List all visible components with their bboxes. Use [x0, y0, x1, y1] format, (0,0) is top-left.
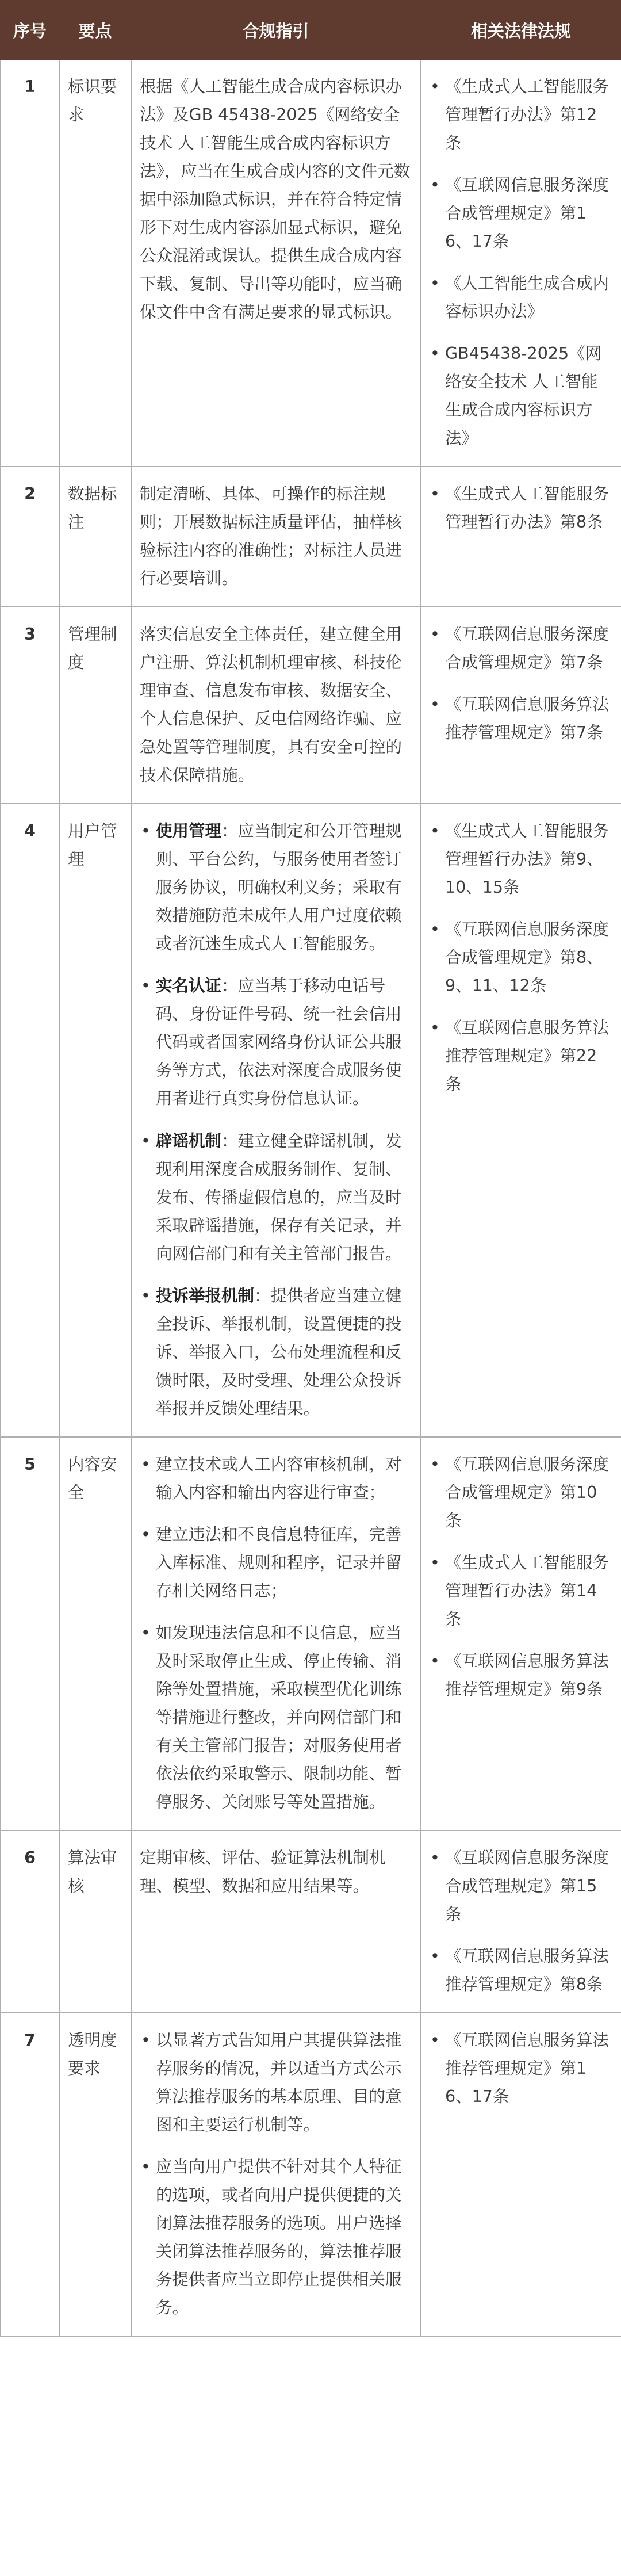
guidance-item	[140, 1127, 412, 1268]
law-item: • 《互联网信息服务深度合成管理规定》第15条	[429, 1844, 613, 1928]
guidance-item	[140, 1450, 412, 1507]
law-item: • 《互联网信息服务算法推荐管理规定》第8条	[429, 1942, 613, 1998]
guidance-cell	[131, 467, 420, 607]
law-item: • 《互联网信息服务算法推荐管理规定》第16、17条	[429, 2026, 613, 2111]
law-item: • 《互联网信息服务深度合成管理规定》第7条	[429, 620, 613, 677]
laws-list	[429, 72, 613, 452]
table-row	[1, 467, 621, 607]
guidance-item-text: 建立技术或人工内容审核机制，对输入内容和输出内容进行审查；	[156, 1454, 402, 1502]
guidance-text: 制定清晰、具体、可操作的标注规则；开展数据标注质量评估，抽样核验标注内容的准确性；对标注人员进行必要培训。	[140, 484, 402, 588]
header-guidance: 合规指引	[131, 1, 420, 59]
guidance-cell	[131, 1437, 420, 1830]
laws-cell	[420, 59, 621, 467]
guidance-item	[140, 972, 412, 1113]
guidance-text: 定期审核、评估、验证算法机制机理、模型、数据和应用结果等。	[140, 1848, 386, 1895]
guidance-text: 落实信息安全主体责任，建立健全用户注册、算法机制机理审核、科技伦理审查、信息发布审核、数据安全、个人信息保护、反电信网络诈骗、应急处置等管理制度，具有安全可控的技术保障措施。	[140, 625, 402, 785]
guidance-list	[140, 817, 412, 1422]
law-item: • 《生成式人工智能服务管理暂行办法》第9、10、15条	[429, 817, 613, 901]
guidance-item-title: 使用管理	[156, 821, 222, 841]
laws-list	[429, 817, 613, 1098]
guidance-text: 根据《人工智能生成合成内容标识办法》及GB 45438-2025《网络安全技术 人工智能生成合成内容标识方法》，应当在生成合成内容的文件元数据中添加隐式标识，并在符合特定情形下对生成内容添加显式标识，避免公众混淆或误认。提供生成合成内容下载、复制、导出等功能时，应当确保文件中含有满足要求的显式标识。	[140, 77, 411, 322]
guidance-item-title: 投诉举报机制	[156, 1286, 255, 1305]
header-point: 要点	[59, 1, 131, 59]
guidance-item-text: ：应当基于移动电话号码、身份证件号码、统一社会信用代码或者国家网络身份认证公共服务等方式，依法对深度合成服务使用者进行真实身份信息认证。	[156, 976, 402, 1109]
guidance-item	[140, 2153, 412, 2322]
law-item: • 《生成式人工智能服务管理暂行办法》第8条	[429, 480, 613, 536]
guidance-item-text: 如发现违法信息和不良信息，应当及时采取停止生成、停止传输、消除等处置措施，采取模型优化训练等措施进行整改，并向网信部门和有关主管部门报告；对服务使用者依法依约采取警示、限制功能、暂停服务、关闭账号等处置措施。	[156, 1623, 402, 1811]
law-item: • 《互联网信息服务深度合成管理规定》第8、9、11、12条	[429, 915, 613, 1000]
guidance-cell	[131, 607, 420, 804]
guidance-item	[140, 2026, 412, 2139]
table-row	[1, 607, 621, 804]
row-number: 1	[1, 59, 59, 467]
guidance-item	[140, 1282, 412, 1423]
header-no: 序号	[1, 1, 59, 59]
law-item: • 《生成式人工智能服务管理暂行办法》第14条	[429, 1549, 613, 1633]
guidance-item	[140, 1520, 412, 1605]
guidance-cell	[131, 1830, 420, 2013]
laws-cell	[420, 607, 621, 804]
row-number: 6	[1, 1830, 59, 2013]
laws-cell	[420, 1437, 621, 1830]
guidance-item-text: 应当向用户提供不针对其个人特征的选项，或者向用户提供便捷的关闭算法推荐服务的选项。用户选择关闭算法推荐服务的，算法推荐服务提供者应当立即停止提供相关服务。	[156, 2157, 402, 2318]
laws-list	[429, 1844, 613, 1998]
law-item: • 《互联网信息服务深度合成管理规定》第10条	[429, 1450, 613, 1535]
key-point: 管理制度	[59, 607, 131, 804]
guidance-cell	[131, 804, 420, 1436]
key-point: 标识要求	[59, 59, 131, 467]
table-row	[1, 804, 621, 1436]
laws-cell	[420, 2013, 621, 2336]
table-row	[1, 59, 621, 467]
laws-list	[429, 480, 613, 536]
guidance-item-title: 辟谣机制	[156, 1131, 222, 1151]
key-point: 用户管理	[59, 804, 131, 1436]
row-number: 5	[1, 1437, 59, 1830]
guidance-item-text: 以显著方式告知用户其提供算法推荐服务的情况，并以适当方式公示算法推荐服务的基本原理、目的意图和主要运行机制等。	[156, 2030, 402, 2134]
key-point: 透明度要求	[59, 2013, 131, 2336]
row-number: 3	[1, 607, 59, 804]
key-point: 数据标注	[59, 467, 131, 607]
table-body	[1, 59, 621, 2336]
table-header-row	[1, 1, 621, 59]
key-point: 算法审核	[59, 1830, 131, 2013]
law-item: • 《生成式人工智能服务管理暂行办法》第12条	[429, 72, 613, 157]
guidance-cell	[131, 59, 420, 467]
guidance-item-title: 实名认证	[156, 976, 222, 996]
laws-list	[429, 620, 613, 747]
row-number: 2	[1, 467, 59, 607]
guidance-list	[140, 1450, 412, 1816]
laws-list	[429, 1450, 613, 1703]
guidance-cell	[131, 2013, 420, 2336]
law-item: • 《人工智能生成合成内容标识办法》	[429, 269, 613, 326]
guidance-item	[140, 817, 412, 958]
guidance-item	[140, 1619, 412, 1816]
guidance-item-text: ：提供者应当建立健全投诉、举报机制，设置便捷的投诉、举报入口，公布处理流程和反馈时限，及时受理、处理公众投诉举报并反馈处理结果。	[156, 1286, 402, 1418]
header-laws: 相关法律法规	[420, 1, 621, 59]
key-point: 内容安全	[59, 1437, 131, 1830]
table-row	[1, 1437, 621, 1830]
guidance-list	[140, 2026, 412, 2322]
law-item: • 《互联网信息服务算法推荐管理规定》第22条	[429, 1014, 613, 1098]
laws-cell	[420, 1830, 621, 2013]
row-number: 7	[1, 2013, 59, 2336]
law-item: • 《互联网信息服务深度合成管理规定》第16、17条	[429, 171, 613, 255]
row-number: 4	[1, 804, 59, 1436]
laws-list	[429, 2026, 613, 2111]
table-row	[1, 1830, 621, 2013]
guidance-item-text: 建立违法和不良信息特征库，完善入库标准、规则和程序，记录并留存相关网络日志；	[156, 1524, 402, 1600]
laws-cell	[420, 804, 621, 1436]
guidance-item-text: ：建立健全辟谣机制，发现利用深度合成服务制作、复制、发布、传播虚假信息的，应当及时采取辟谣措施，保存有关记录，并向网信部门和有关主管部门报告。	[156, 1131, 402, 1263]
law-item: • 《互联网信息服务算法推荐管理规定》第7条	[429, 690, 613, 747]
law-item: • 《互联网信息服务算法推荐管理规定》第9条	[429, 1647, 613, 1703]
law-item: • GB45438-2025《网络安全技术 人工智能生成合成内容标识方法》	[429, 339, 613, 452]
laws-cell	[420, 467, 621, 607]
table-row	[1, 2013, 621, 2336]
guidance-item-text: ：应当制定和公开管理规则、平台公约，与服务使用者签订服务协议，明确权利义务；采取有效措施防范未成年人用户过度依赖或者沉迷生成式人工智能服务。	[156, 821, 402, 954]
